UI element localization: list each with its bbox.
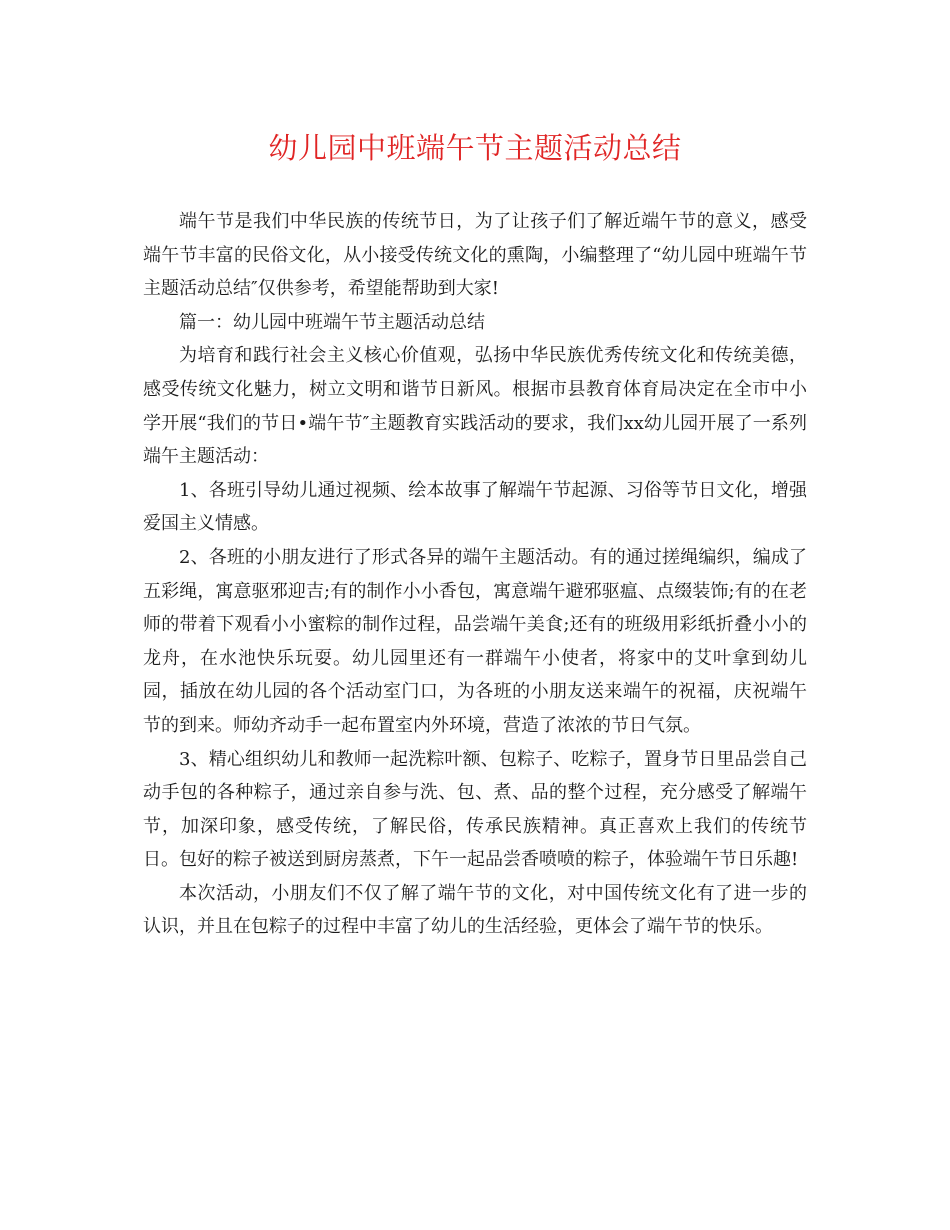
paragraph-background: 为培育和践行社会主义核心价值观，弘扬中华民族优秀传统文化和传统美德，感受传统文化魅力，树立文明和谐节日新风。根据市县教育体育局决定在全市中小学开展“我们的节日•端午节″主题教育实践活动的要求，我们xx幼儿园开展了一系列端午主题活动：	[143, 345, 807, 468]
paragraph-intro: 端午节是我们中华民族的传统节日，为了让孩子们了解近端午节的意义，感受端午节丰富的民俗文化，从小接受传统文化的熏陶，小编整理了“幼儿园中班端午节主题活动总结″仅供参考，希望能帮助到大家!	[143, 211, 807, 300]
document-body	[143, 205, 807, 944]
paragraph-item-2: 2、各班的小朋友进行了形式各异的端午主题活动。有的通过搓绳编织，编成了五彩绳，寓意驱邪迎吉;有的制作小小香包，寓意端午避邪驱瘟、点缀装饰;有的在老师的带着下观看小小蜜粽的制作过程，品尝端午美食;还有的班级用彩纸折叠小小的龙舟，在水池快乐玩耍。幼儿园里还有一群端午小使者，将家中的艾叶拿到幼儿园，插放在幼儿园的各个活动室门口，为各班的小朋友送来端午的祝福，庆祝端午节的到来。师幼齐动手一起布置室内外环境，营造了浓浓的节日气氛。	[143, 546, 807, 736]
paragraph-section-heading: 篇一：幼儿园中班端午节主题活动总结	[179, 311, 485, 333]
paragraph-item-3: 3、精心组织幼儿和教师一起洗粽叶额、包粽子、吃粽子，置身节日里品尝自己动手包的各种粽子，通过亲自参与洗、包、煮、品的整个过程，充分感受了解端午节，加深印象，感受传统，了解民俗，传承民族精神。真正喜欢上我们的传统节日。包好的粽子被送到厨房蒸煮，下午一起品尝香喷喷的粽子，体验端午节日乐趣!	[143, 748, 807, 871]
document-title: 幼儿园中班端午节主题活动总结	[268, 131, 682, 165]
paragraph-item-1: 1、各班引导幼儿通过视频、绘本故事了解端午节起源、习俗等节日文化，增强爱国主义情感。	[143, 479, 807, 535]
paragraph-conclusion: 本次活动，小朋友们不仅了解了端午节的文化，对中国传统文化有了进一步的认识，并且在包粽子的过程中丰富了幼儿的生活经验，更体会了端午节的快乐。	[143, 882, 807, 938]
